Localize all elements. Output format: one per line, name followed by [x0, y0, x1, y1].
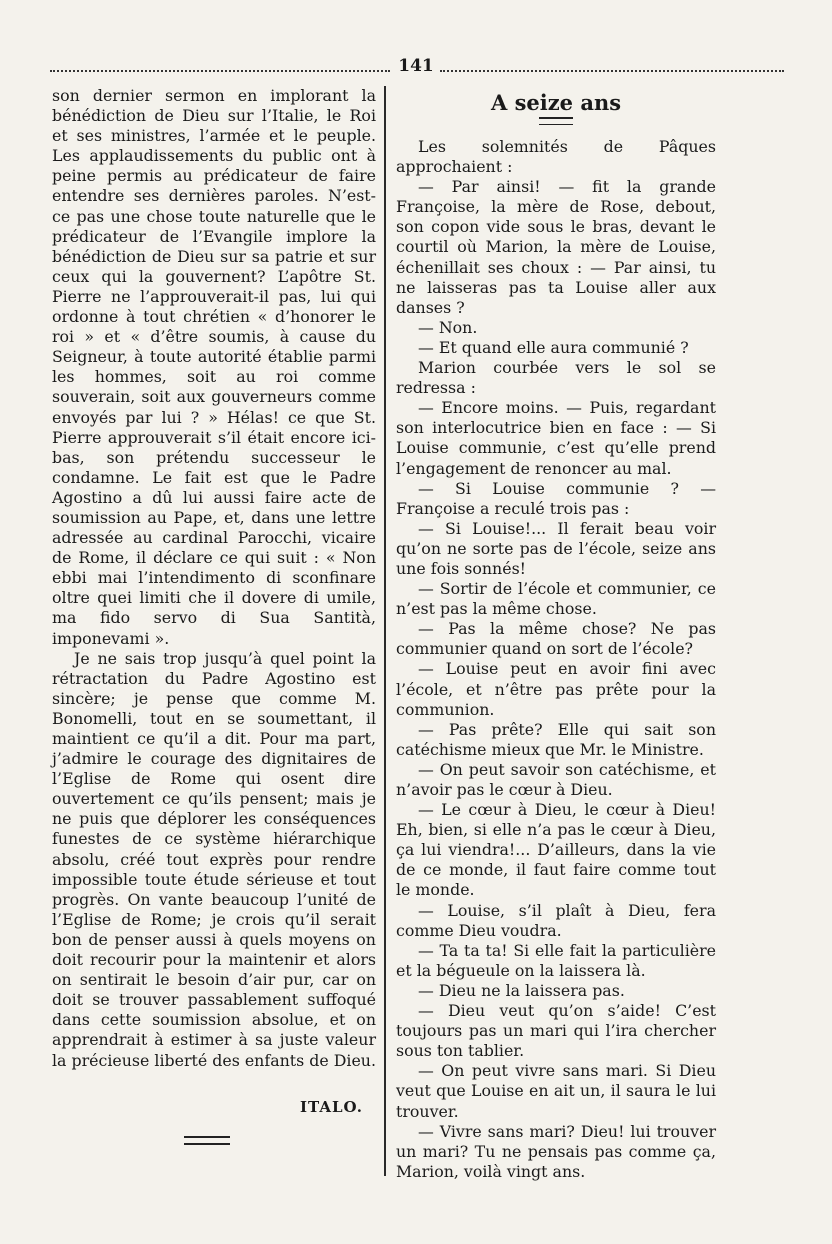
article-title: A seize ans [490, 90, 622, 115]
right-paragraph-15: — Louise, s’il plaît à Dieu, fera comme Dieu voudra. [396, 900, 716, 940]
right-paragraph-16: — Ta ta ta! Si elle fait la particulière et la bégueule on la laissera là. [396, 940, 716, 980]
right-paragraph-20: — Vivre sans mari? Dieu! lui trouver un mari? Tu ne pensais pas comme ça, Marion, voilà vingt ans. [396, 1121, 716, 1181]
right-paragraph-11: — Louise peut en avoir fini avec l’école, et n’être pas prête pour la communion. [396, 659, 716, 719]
header-rule-right [440, 70, 784, 72]
right-paragraph-5: Marion courbée vers le sol se redressa : [396, 358, 716, 398]
title-ornament [539, 117, 573, 125]
right-paragraph-19: — On peut vivre sans mari. Si Dieu veut que Louise en ait un, il saura le lui trouver. [396, 1061, 716, 1121]
right-paragraph-4: — Et quand elle aura communié ? [418, 337, 689, 357]
end-ornament [184, 1136, 230, 1145]
right-paragraph-3: — Non. [418, 317, 478, 337]
right-paragraph-1: Les solemnités de Pâques approchaient : [396, 137, 716, 177]
right-paragraph-6: — Encore moins. — Puis, regardant son interlocutrice bien en face : — Si Louise communie, c’est qu’elle prend l’engagement de renoncer au mal. [396, 398, 716, 478]
left-paragraph-1: son dernier sermon en implorant la bénédiction de Dieu sur l’Italie, le Roi et ses ministres, l’armée et le peuple. Les applaudissements du public ont à peine permis au prédicateur de faire entendre ses dernières paroles. N’est-ce pas une chose toute naturelle que le prédicateur de l’Evangile implore la bénédiction de Dieu sur sa patrie et sur ceux qui la gouvernent? L’apôtre St. Pierre ne l’approuverait-il pas, lui qui ordonne à tout chrétien « d’honorer le roi » et « d’être soumis, à cause du Seigneur, à toute autorité établie parmi les hommes, soit au roi comme souverain, soit aux gouverneurs comme envoyés par lui ? » Hélas! ce que St. Pierre approuverait s’il était encore ici-bas, son prétendu successeur le condamne. Le fait est que le Padre Agostino a dû lui aussi faire acte de soumission au Pape, et, dans une lettre adressée au cardinal Parocchi, vicaire de Rome, il déclare ce qui suit : « Non ebbi mai l’intendimento di sconfinare oltre quei limiti che il dovere di umile, ma fido servo di Sua Santità, imponevami ». [52, 86, 376, 648]
right-paragraph-12: — Pas prête? Elle qui sait son catéchisme mieux que Mr. le Ministre. [396, 719, 716, 759]
right-paragraph-13: — On peut savoir son catéchisme, et n’avoir pas le cœur à Dieu. [396, 759, 716, 799]
right-paragraph-2: — Par ainsi! — fit la grande Françoise, la mère de Rose, debout, son copon vide sous le bras, devant le courtil où Marion, la mère de Louise, échenillait ses choux : — Par ainsi, tu ne laisseras pas ta Louise aller aux danses ? [396, 177, 716, 317]
right-paragraph-7: — Si Louise communie ? — Françoise a reculé trois pas : [396, 478, 716, 518]
right-paragraph-9: — Sortir de l’école et communier, ce n’est pas la même chose. [396, 579, 716, 619]
right-paragraph-10: — Pas la même chose? Ne pas communier quand on sort de l’école? [396, 619, 716, 659]
right-paragraph-18: — Dieu veut qu’on s’aide! C’est toujours pas un mari qui l’ira chercher sous ton tablier. [396, 1001, 716, 1061]
column-divider [384, 86, 386, 1176]
page-number: 141 [398, 56, 434, 76]
left-paragraph-2: Je ne sais trop jusqu’à quel point la rétractation du Padre Agostino est sincère; je pense que comme M. Bonomelli, tout en se soumettant, il maintient ce qu’il a dit. Pour ma part, j’admire le courage des dignitaires de l’Eglise de Rome qui osent dire ouvertement ce qu’ils pensent; mais je ne puis que déplorer les conséquences funestes de ce système hiérarchique absolu, créé tout exprès pour rendre impossible toute étude sérieuse et tout progrès. On vante beaucoup l’unité de l’Eglise de Rome; je crois qu’il serait bon de penser aussi à quels moyens on doit recourir pour la maintenir et alors on sentirait le besoin d’air pur, car on doit se trouver passablement suffoqué dans cette soumission absolue, et on apprendrait à estimer à sa juste valeur la précieuse liberté des enfants de Dieu. [52, 648, 377, 1070]
right-column [396, 86, 716, 1182]
header-rule-left [50, 70, 390, 72]
author-signature: ITALO. [300, 1098, 363, 1116]
right-paragraph-17: — Dieu ne la laissera pas. [418, 980, 625, 1000]
right-paragraph-14: — Le cœur à Dieu, le cœur à Dieu! Eh, bien, si elle n’a pas le cœur à Dieu, ça lui viendra!... D’ailleurs, dans la vie de ce monde, il faut faire comme tout le monde. [396, 800, 716, 900]
left-column [52, 86, 376, 1071]
right-paragraph-8: — Si Louise!... Il ferait beau voir qu’on ne sorte pas de l’école, seize ans une fois sonnés! [396, 518, 716, 578]
